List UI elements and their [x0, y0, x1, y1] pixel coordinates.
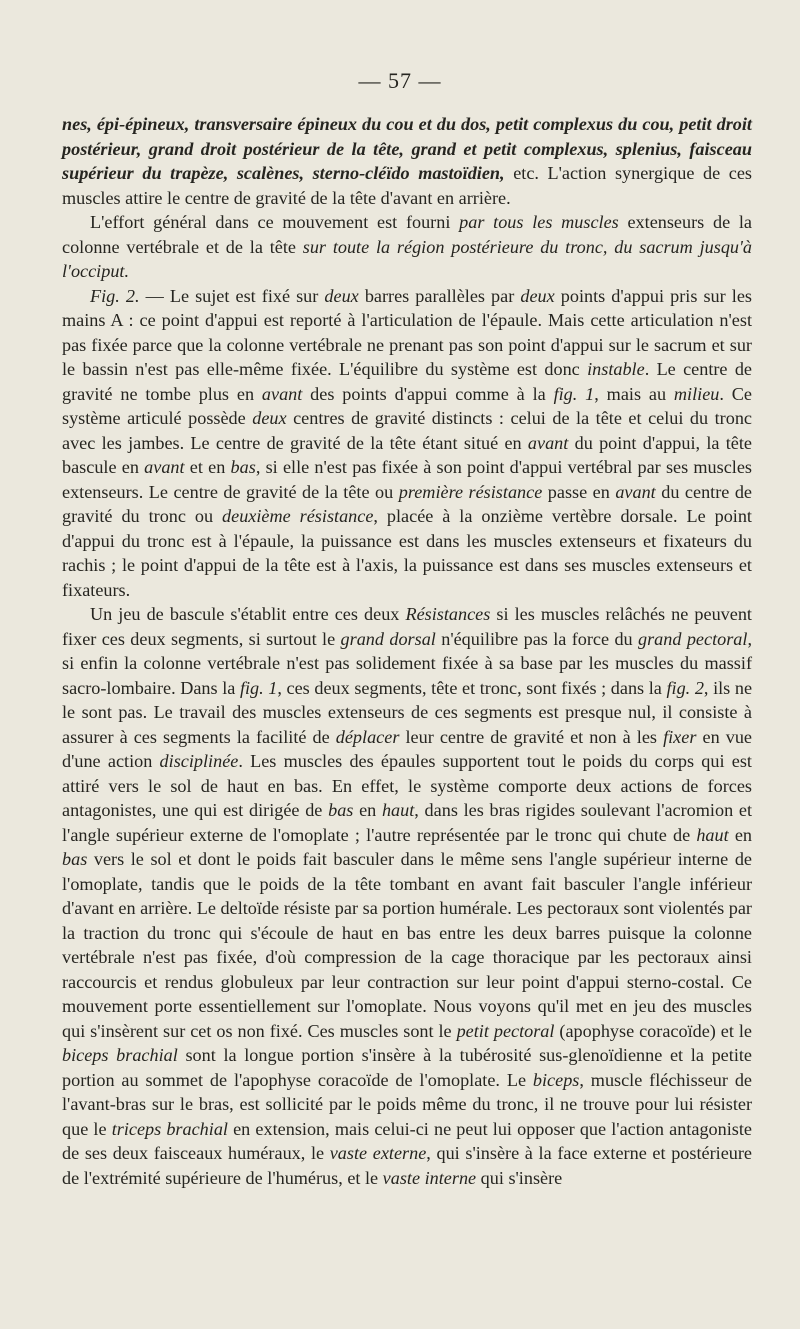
p4-italic: vaste interne	[382, 1167, 477, 1188]
p3-text: , mais au	[594, 383, 674, 404]
p2-text-a: L'effort général dans ce mouvement est fourni	[90, 212, 460, 232]
paragraph-2	[62, 210, 752, 284]
p3-italic: milieu	[673, 383, 720, 404]
paragraph-3	[62, 284, 752, 603]
p4-italic: disciplinée	[159, 751, 239, 771]
p4-text: , ces deux segments, tête et tronc, sont fixés ; dans la	[277, 677, 667, 698]
p4-italic: vaste externe	[329, 1143, 427, 1163]
p3-text: — Le sujet est fixé sur	[139, 285, 325, 306]
p4-italic: Résistances	[405, 604, 491, 624]
p4-italic: haut	[381, 800, 415, 820]
body-text	[62, 112, 752, 1190]
p2-italic-b: par tous les muscles	[459, 212, 619, 232]
p3-text: barres parallèles par	[358, 285, 521, 306]
p3-text: centres de gravité distincts : celui de la tête et celui du tronc avec les jambes. Le centre de gravité de la tête étant situé en	[62, 408, 752, 453]
p4-text: en	[353, 800, 382, 820]
p4-italic: fig. 1	[239, 677, 278, 698]
p3-italic: première résistance	[398, 481, 543, 502]
p3-italic: deux	[324, 285, 359, 306]
p4-italic: fixer	[663, 726, 697, 747]
p4-italic: biceps	[532, 1069, 580, 1090]
p3-italic: fig. 1	[553, 383, 595, 404]
p4-italic: haut	[696, 824, 729, 845]
p4-italic: bas	[62, 849, 88, 869]
p4-text: , dans les bras rigides soulevant l'acromion et l'angle supérieur externe de l'omoplate ; l'autre représentée par le tronc qui chute de	[62, 800, 753, 845]
p4-text: , si enfin la colonne vertébrale n'est pas solidement fixée à sa base par les muscles du massif sacro-lombaire. Dans la	[62, 628, 752, 698]
p3-italic: avant	[144, 457, 185, 477]
p3-italic: avant	[261, 383, 303, 404]
p3-italic: bas	[230, 457, 256, 477]
p4-text: en vue d'une action	[62, 726, 752, 771]
p3-text: . Le centre de gravité ne tombe plus en	[62, 359, 753, 404]
p4-italic: bas	[328, 800, 354, 820]
p3-text: , si elle n'est pas fixée à son point d'appui vertébral par ses muscles extenseurs. Le centre de gravité de la tête ou	[62, 457, 752, 502]
p4-text: qui s'insère	[476, 1167, 563, 1188]
p3-text: et en	[184, 457, 231, 477]
p4-italic: grand pectoral	[638, 628, 748, 649]
page-number-header: — 57 —	[358, 68, 442, 93]
p4-text: . Les muscles des épaules supportent tout le poids du corps qui est attiré vers le sol de haut en bas. En effet, le système comporte deux actions de forces antagonistes, une qui est dirigée de	[62, 751, 752, 820]
paragraph-1	[62, 112, 752, 210]
p4-text: sont la longue portion s'insère à la tubérosité sus-glenoïdienne et la petite portion au sommet de l'apophyse coracoïde de l'omoplate. Le	[62, 1045, 752, 1090]
p4-text: leur centre de gravité et non à les	[399, 726, 664, 747]
p3-text: points d'appui pris sur les mains A : ce point d'appui est reporté à l'articulation de l'épaule. Mais cette articulation n'est pas fixée parce que la colonne vertébrale ne prenant pas son point d'appui sur le sacrum et sur le bassin n'est pas elle-même fixée. L'équilibre du système est donc	[62, 285, 752, 379]
p3-text: du centre de gravité du tronc ou	[62, 481, 752, 526]
p4-text: n'équilibre pas la force du	[435, 628, 639, 649]
p3-text: du point d'appui, la tête bascule en	[62, 432, 753, 477]
p4-text: en	[728, 824, 752, 845]
p4-italic: déplacer	[335, 726, 400, 747]
p3-italic: deux	[520, 285, 555, 306]
p4-italic: fig. 2	[666, 677, 704, 698]
p3-text: des points d'appui comme à la	[302, 383, 554, 404]
p4-text: (apophyse coracoïde) et le	[554, 1020, 752, 1041]
p4-text: si les muscles relâchés ne peuvent fixer ces deux segments, si surtout le	[62, 604, 752, 649]
p4-text: Un jeu de bascule s'établit entre ces deux	[90, 604, 406, 624]
p4-italic: grand dorsal	[340, 628, 436, 649]
p4-text: , muscle fléchisseur de l'avant-bras sur le bras, est sollicité par le poids même du tronc, il ne trouve pour lui résister que le	[62, 1069, 752, 1139]
p3-italic: deuxième résistance	[222, 506, 374, 526]
p3-text: passe en	[542, 481, 616, 502]
p3-italic: instable	[587, 359, 645, 379]
fig-2-label: Fig. 2.	[90, 285, 140, 306]
paragraph-4	[62, 602, 752, 1190]
p2-italic-d: sur toute la région postérieure du tronc, du sacrum jusqu'à l'occiput.	[62, 236, 752, 281]
p3-italic: avant	[615, 481, 656, 502]
p3-text: , placée à la onzième vertèbre dorsale. Le point d'appui du tronc est à l'épaule, la puissance est dans les muscles extenseurs et fixateurs du rachis ; le point d'appui de la tête est à l'axis, la puissance est dans ses muscles extenseurs et fixateurs.	[62, 506, 752, 600]
muscle-list-italic: nes, épi-épineux, transversaire épineux du cou et du dos, petit complexus du cou, petit droit postérieur, grand droit postérieur de la tête, grand et petit complexus, splenius, faisceau supérieur du trapèze, scalènes, sterno-cléïdo mastoïdien,	[62, 114, 752, 183]
p4-italic: biceps brachial	[62, 1045, 178, 1065]
p4-italic: triceps brachial	[111, 1118, 228, 1139]
p2-text-c: extenseurs de la colonne vertébrale et de la tête	[62, 212, 753, 257]
p3-italic: deux	[252, 408, 287, 428]
paragraph-1-text: etc. L'action synergique de ces muscles attire le centre de gravité de la tête d'avant en arrière.	[62, 163, 752, 208]
p3-italic: avant	[527, 432, 569, 453]
p4-text: , qui s'insère à la face externe et postérieure de l'extrémité supérieure de l'humérus, et le	[62, 1143, 752, 1188]
p4-text: en extension, mais celui-ci ne peut lui opposer que l'action antagoniste de ses deux faisceaux huméraux, le	[62, 1118, 752, 1163]
p4-italic: petit pectoral	[456, 1020, 555, 1041]
p4-text: vers le sol et dont le poids fait basculer dans le même sens l'angle supérieur interne de l'omoplate, tandis que le poids de la tête tombant en avant fait basculer l'angle inférieur d'avant en arrière. Le deltoïde résiste par sa portion humérale. Les pectoraux sont violentés par la traction du tronc qui s'écoule de haut en bas entre les deux barres puisque la colonne vertébrale n'est pas fixée, d'où compression de la cage thoracique par les pectoraux ainsi raccourcis et rendus globuleux par leur contraction sur leur point d'appui sterno-costal. Ce mouvement porte essentiellement sur l'omoplate. Nous voyons qu'il met en jeu des muscles qui s'insèrent sur cet os non fixé. Ces muscles sont le	[62, 849, 752, 1041]
p3-text: . Ce système articulé possède	[62, 383, 752, 428]
p4-text: , ils ne le sont pas. Le travail des muscles extenseurs de ces segments est presque nul, il consiste à assurer à ces segments la facilité de	[62, 677, 753, 747]
